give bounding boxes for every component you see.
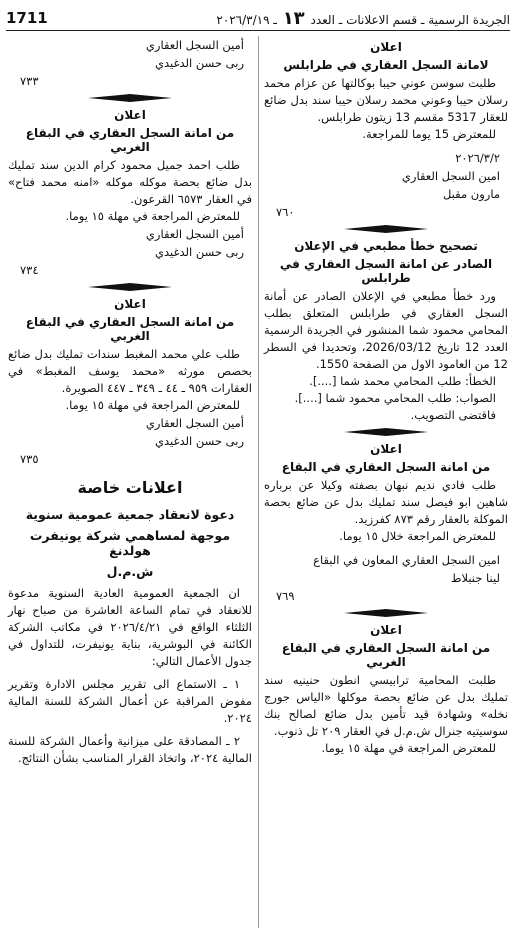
column-divider xyxy=(258,36,259,928)
notice-heading: اعلان xyxy=(370,623,402,637)
signer-title: امين السجل العقاري xyxy=(401,169,500,183)
notice-deadline: للمعترض المراجعة في مهلة ١٥ يوما. xyxy=(65,398,240,412)
page-header xyxy=(6,6,510,31)
section-heading: اعلانات خاصة xyxy=(77,478,183,497)
notice-deadline: للمعترض المراجعة في مهلة ١٥ يوما. xyxy=(65,209,240,223)
header-title xyxy=(216,8,510,29)
agenda-item-1: ١ ـ الاستماع الى تقرير مجلس الادارة وتقرير مفوض المراقبة عن أعمال الشركة للسنة المالية ٢٠٢٤. xyxy=(8,677,252,725)
notice-subheading: الصادر عن امانة السجل العقاري في طرابلس xyxy=(279,257,493,285)
agenda-item-2: ٢ ـ المصادقة على ميزانية وأعمال الشركة للسنة المالية ٢٠٢٤، واتخاذ القرار المناسب بشأن النتائج. xyxy=(8,734,252,765)
signer-name: لينا جنبلاط xyxy=(450,571,500,585)
notice-body: ورد خطأ مطبعي في الإعلان الصادر عن أمانة السجل العقاري في طرابلس المتعلق بطلب المحامي محمود شما المنشور في الجريدة الرسمية العدد 12 تاريخ 2026/03/12، وتحديدا في السطر 12 من العامود الاول من الصفحة 1550. xyxy=(264,289,508,371)
notice-heading: اعلان xyxy=(370,40,402,54)
separator-ornament xyxy=(264,428,508,436)
signer-title: أمين السجل العقاري xyxy=(145,416,244,430)
notice-bekaa-registry xyxy=(264,442,508,605)
special-announcements xyxy=(8,478,252,767)
notice-number: ٧٦٩ xyxy=(276,589,295,603)
page-number: 1711 xyxy=(6,9,48,27)
error-line: الخطأ: طلب المحامي محمد شما [....]. xyxy=(309,374,496,388)
correct-line: الصواب: طلب المحامي محمود شما [....]. xyxy=(294,391,496,405)
notice-west-bekaa-registry xyxy=(264,623,508,757)
notice-number: ٧٦٠ xyxy=(276,205,295,219)
notice-body: طلب علي محمد المغبط سندات تمليك بدل ضائع بحصص مورثه «محمد يوسف المغبط» في العقارات ٩٥٩ ـ ٤٤ ـ ٣٤٩ ـ ٤٤٧ الصويرة. xyxy=(8,347,252,395)
notice-deadline: للمعترض المراجعة في مهلة ١٥ يوما. xyxy=(321,741,496,755)
signer-title: أمين السجل العقاري xyxy=(145,227,244,241)
signer-title: أمين السجل العقاري xyxy=(145,38,244,52)
notice-heading: تصحيح خطأ مطبعي في الإعلان xyxy=(294,239,478,253)
notice-deadline: للمعترض 15 يوما للمراجعة. xyxy=(362,127,496,141)
right-column xyxy=(264,36,508,757)
notice-subheading: من امانة السجل العقاري في البقاع الغربي xyxy=(281,641,491,669)
closing-line: فاقتضى التصويب. xyxy=(410,408,496,422)
notice-number: ٧٣٥ xyxy=(20,452,39,466)
notice-date: ٢٠٢٦/٣/٢ xyxy=(455,151,500,165)
separator-ornament xyxy=(8,94,252,102)
notice-number: ٧٣٣ xyxy=(20,74,39,88)
notice-heading: اعلان xyxy=(370,442,402,456)
separator-ornament xyxy=(8,283,252,291)
notice-typo-correction xyxy=(264,239,508,424)
notice-body: طلبت سوسن عوني حيبا بوكالتها عن عزام محمد رسلان حيبا وعوني محمد رسلان حيبا سند بدل ضائع للعقار 5317 مقسم 13 زيتون طرابلس. xyxy=(264,76,508,124)
signer-title: امين السجل العقاري المعاون في البقاع xyxy=(313,553,500,567)
header-title-text: الجريدة الرسمية ـ قسم الاعلانات ـ العدد xyxy=(310,12,510,27)
signer-name: ربى حسن الدغيدي xyxy=(154,56,244,70)
separator-ornament xyxy=(264,225,508,233)
invitation-title-line1: دعوة لانعقاد جمعية عمومية سنوية xyxy=(25,507,235,522)
header-date: ـ ٢٠٢٦/٣/١٩ xyxy=(216,12,277,27)
notice-subheading: من امانة السجل العقاري في البقاع xyxy=(281,460,491,474)
invitation-title-line2: موجهة لمساهمي شركة يونيفرت هولدنغ xyxy=(29,528,231,558)
notice-body: طلب احمد جميل محمود كرام الدين سند تمليك بدل ضائع بحصة موكله موكله «امنه محمد فتاح» في العقار ٦٥٧٣ القرعون. xyxy=(8,158,252,206)
notice-subheading: من امانة السجل العقاري في البقاع الغربي xyxy=(25,315,235,343)
notice-west-bekaa-sweiri xyxy=(8,297,252,468)
notice-tripoli-registry xyxy=(264,40,508,221)
notice-body: طلب فادي نديم نبهان بصفته وكيلا عن برباره شاهين ابو فيصل سند تمليك بدل عن ضائع بحصة الموكلة بالعقار رقم ٨٧٣ كفرزيد. xyxy=(264,478,508,526)
notice-continuation xyxy=(8,36,252,90)
notice-body: طلبت المحامية ترابيسي انطون حنينيه سند تمليك بدل عن ضائع بحصة موكلها «الياس جورج نخله» وشهادة قيد تأمين بدل ضائع لصالح بنك سوسيتيه جنرال ش.م.ل في العقار ٢٠٩ تل ذنوب. xyxy=(264,673,508,738)
notice-deadline: للمعترض المراجعة خلال ١٥ يوما. xyxy=(339,529,496,543)
invitation-intro: ان الجمعية العمومية العادية السنوية مدعوة للانعقاد في تمام الساعة العاشرة من صباح نهار الثلثاء الواقع في ٢٠٢٦/٤/٢١ في مكاتب الشركة الكائنة في البوشرية، بناية يونيفرت، للتداول في جدول الأعمال التالي: xyxy=(8,586,252,668)
notice-subheading: لامانة السجل العقاري في طرابلس xyxy=(283,58,489,72)
signer-name: ربى حسن الدغيدي xyxy=(154,245,244,259)
notice-subheading: من امانة السجل العقاري في البقاع الغربي xyxy=(25,126,235,154)
issue-number: ١٣ xyxy=(282,7,305,29)
notice-heading: اعلان xyxy=(114,297,146,311)
invitation-title-line3: ش.م.ل xyxy=(106,564,154,579)
signer-name: مارون مقبل xyxy=(442,187,500,201)
notice-west-bekaa-qaraoun xyxy=(8,108,252,279)
left-column xyxy=(8,36,252,767)
signer-name: ربى حسن الدغيدي xyxy=(154,434,244,448)
separator-ornament xyxy=(264,609,508,617)
notice-number: ٧٣٤ xyxy=(20,263,39,277)
notice-heading: اعلان xyxy=(114,108,146,122)
